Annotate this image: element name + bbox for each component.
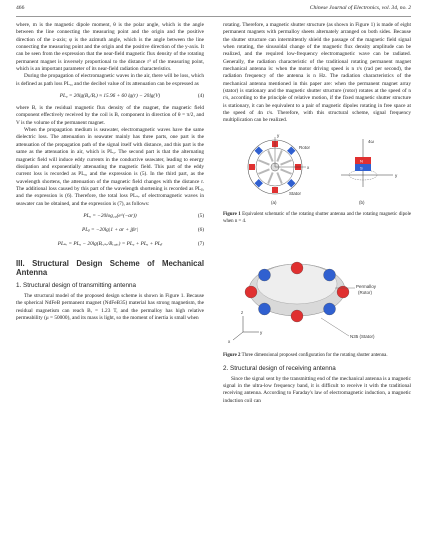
- permalloy-label: Permalloy: [356, 283, 377, 289]
- section-title: III. Structural Design Scheme of Mechanical Antenna: [16, 258, 204, 278]
- paragraph: During the propagation of electromagnetic waves in the air, there will be loss, which is defined as path loss PLₐ, and the decibel value of its attenuation can be expressed as: [16, 73, 204, 87]
- paragraph: Since the signal sent by the transmitting end of the mechanical antenna is a magnetic signal in the ultra-low frequency band, it is difficult to receive it with the traditional receiving antenna. According to Faraday's law of electromagnetic induction, a magnetic induction coil can: [223, 375, 411, 404]
- figure-2-diagram: [223, 230, 411, 348]
- stator-label: Stator: [289, 190, 302, 196]
- rotor-label: Rotor: [299, 144, 311, 150]
- subfigure-b-label: (b): [359, 199, 365, 205]
- caption-text: Three dimensional proposed configuration for the rotating shutter antenna.: [241, 353, 388, 359]
- page-header: [16, 5, 411, 15]
- magnet-north-block: [355, 157, 371, 164]
- equation-7: [16, 239, 204, 250]
- equation-number: (7): [197, 240, 204, 247]
- axis-z-label: z: [241, 309, 244, 315]
- axis-y-label: y: [260, 329, 263, 335]
- magnet-sphere: [258, 269, 270, 281]
- axis-y-label: y: [277, 132, 280, 138]
- equation-number: (6): [197, 226, 204, 233]
- antenna-3d: [228, 262, 377, 344]
- magnet-sphere: [337, 286, 349, 298]
- omega-label: 4ω: [368, 138, 375, 144]
- south-pole-label: S: [360, 165, 363, 171]
- dipole-diagram: [341, 139, 398, 205]
- paragraph: When the propagation medium is seawater, electromagnetic waves have the same dielectric loss. The attenuation in seawater mainly has three parts, one part is the attenuation of the propagation path of the signal itself with distance, and this part is the same as the attenuation in air, which is PLₐ. The second part is that the alternating magnetic field will induce eddy currents in the conductive seawater, leading to energy dissipation and exponentially attenuating the magnetic field. This part of the eddy current loss is recorded as PLₐ, and the expression is (5). In the third part, as the wavelength shortens, the attenuation of the magnetic field changes with the distance r. The additional loss caused by this part of the wavelength shortening is recorded as PLᵦ, and the expression is (6). Therefore, the total loss PLₛᵥ of electromagnetic waves in seawater can be obtained, and the expression is (7), as follows:: [16, 127, 204, 207]
- figure-1: [223, 129, 411, 210]
- caption-text: Equivalent schematic of the rotating shutter antenna and the rotating magnetic dipole when n = 4.: [223, 212, 411, 224]
- magnet-sphere: [245, 286, 257, 298]
- subsection-title: 2. Structural design of receiving antenna: [223, 364, 336, 372]
- equation-number: (4): [197, 93, 204, 100]
- equation-body: PLᵦ = −20lg|1 + αr + jβr|: [82, 226, 138, 233]
- right-column: [223, 22, 411, 405]
- north-pole-label: N: [360, 158, 363, 164]
- page-number: 466: [16, 5, 25, 11]
- paragraph: The structural model of the proposed design scheme is shown in Figure 1. Because the spherical NdFeB permanent magnet (NdFeB35) material has strong magnetism, the residual magnetism can reach Bᵣ = 1.23 T, and the permalloy has high relative permeability (μ = 50000), and its mass is light, so the moment of inertia is small when: [16, 292, 204, 321]
- shutter-diagram: [248, 133, 311, 205]
- equation-body: PLₛᵥ = PLₐ − 20lg(Bᵣ,ₛᵥ/Bᵣ,ₐᵢᵣ) = PLₐ + PLₐ + PLᵦ: [57, 240, 163, 247]
- axis-x-label: x: [228, 338, 231, 344]
- figure-2-caption: [223, 353, 411, 359]
- shutter-blade: [281, 160, 292, 165]
- caption-label: Figure 2: [223, 353, 241, 359]
- paragraph: where Bᵣ is the residual magnetic flux density of the magnet, the magnetic field component effectively received by the coil is Bᵣ component in direction of θ = π/2, and V is the volume of the permanent magnet.: [16, 105, 204, 126]
- magnet-sphere: [324, 269, 336, 281]
- equation-body: PLₐ = 20lg(B₀/Bᵣ) ≈ 15.96 + 60 lg(r) − 20lg(V): [59, 93, 161, 100]
- magnet-label: N35 (Stator): [350, 333, 375, 339]
- shutter-blade: [277, 172, 282, 183]
- axis-x-label: x: [307, 164, 310, 170]
- figure-1-caption: [223, 212, 411, 225]
- magnet-south-block: [355, 164, 371, 171]
- subfigure-a-label: (a): [271, 199, 277, 205]
- magnet-sphere: [291, 310, 303, 322]
- magnet-block: [272, 187, 278, 193]
- magnet-sphere: [324, 303, 336, 315]
- shutter-blade: [258, 169, 269, 174]
- shutter-blade: [258, 160, 269, 165]
- left-column: [16, 22, 204, 322]
- paragraph: where, m is the magnetic dipole moment, θ is the polar angle, which is the angle between the line connecting the measuring point and the origin and the positive direction of the z-axis; φ is the azimuth angle, which is the angle between the line connecting the measuring point and the origin and the positive direction of the y-axis. It can be seen from the expression that the near-field magnetic flux density of the rotating permanent magnet is inversely proportional to the distance r³ of the measuring point, which is an important parameter of its near-field radiation characteristics.: [16, 22, 204, 73]
- rotor-label: (Rotor): [358, 289, 373, 295]
- equation-4: [16, 91, 204, 102]
- shutter-blade: [268, 150, 273, 161]
- caption-label: Figure 1: [223, 212, 241, 218]
- magnet-sphere: [258, 303, 270, 315]
- equation-6: [16, 225, 204, 236]
- figure-1-diagram: [223, 129, 411, 207]
- shutter-blade: [277, 150, 282, 161]
- equation-number: (5): [197, 212, 204, 219]
- header-rule: [16, 16, 411, 17]
- shutter-blade: [281, 169, 292, 174]
- subsection-title: 1. Structural design of transmitting antenna: [16, 281, 137, 289]
- magnet-sphere: [291, 262, 303, 274]
- axis-y-label-b: y: [395, 172, 398, 178]
- shutter-blade: [268, 172, 273, 183]
- equation-5: [16, 211, 204, 222]
- equation-body: PLₐ = −20log₁₀(e^(−αr)): [83, 212, 137, 219]
- magnet-block: [249, 164, 255, 170]
- figure-2: [223, 230, 411, 351]
- paragraph: rotating. Therefore, a magnetic shutter structure (as shown in Figure 1) is made of eight permanent magnets with permalloy sheets alternately arranged on both sides. Because the shutter structure can intermittently shield the passage of the magnetic field signal when rotating, the sinusoidal change of the magnetic flux density amplitude can be realized, and the required low-frequency electromagnetic wave can be radiated. Generally, the radiation characteristic of the traditional rotating permanent magnet mechanical antenna is: when the motor driving speed is n r/s (rad per second), the radiation frequency of the antenna is n Hz. The radiation characteristics of the mechanical antenna mentioned in this paper are: when the permanent magnet array (stator) is stationary and the magnetic shutter structure (rotor) rotates at the speed of n r/s, according to the principle of relative motion, if the fixed magnetic shutter structure is stationary, it can be equivalent to a pair of magnetic dipoles rotating in free space at the speed of 4n r/s. Therefore, with this structural scheme, signal frequency multiplication can be realized.: [223, 22, 411, 124]
- journal-title: Chinese Journal of Electronics, vol. 34, no. 2: [309, 5, 411, 11]
